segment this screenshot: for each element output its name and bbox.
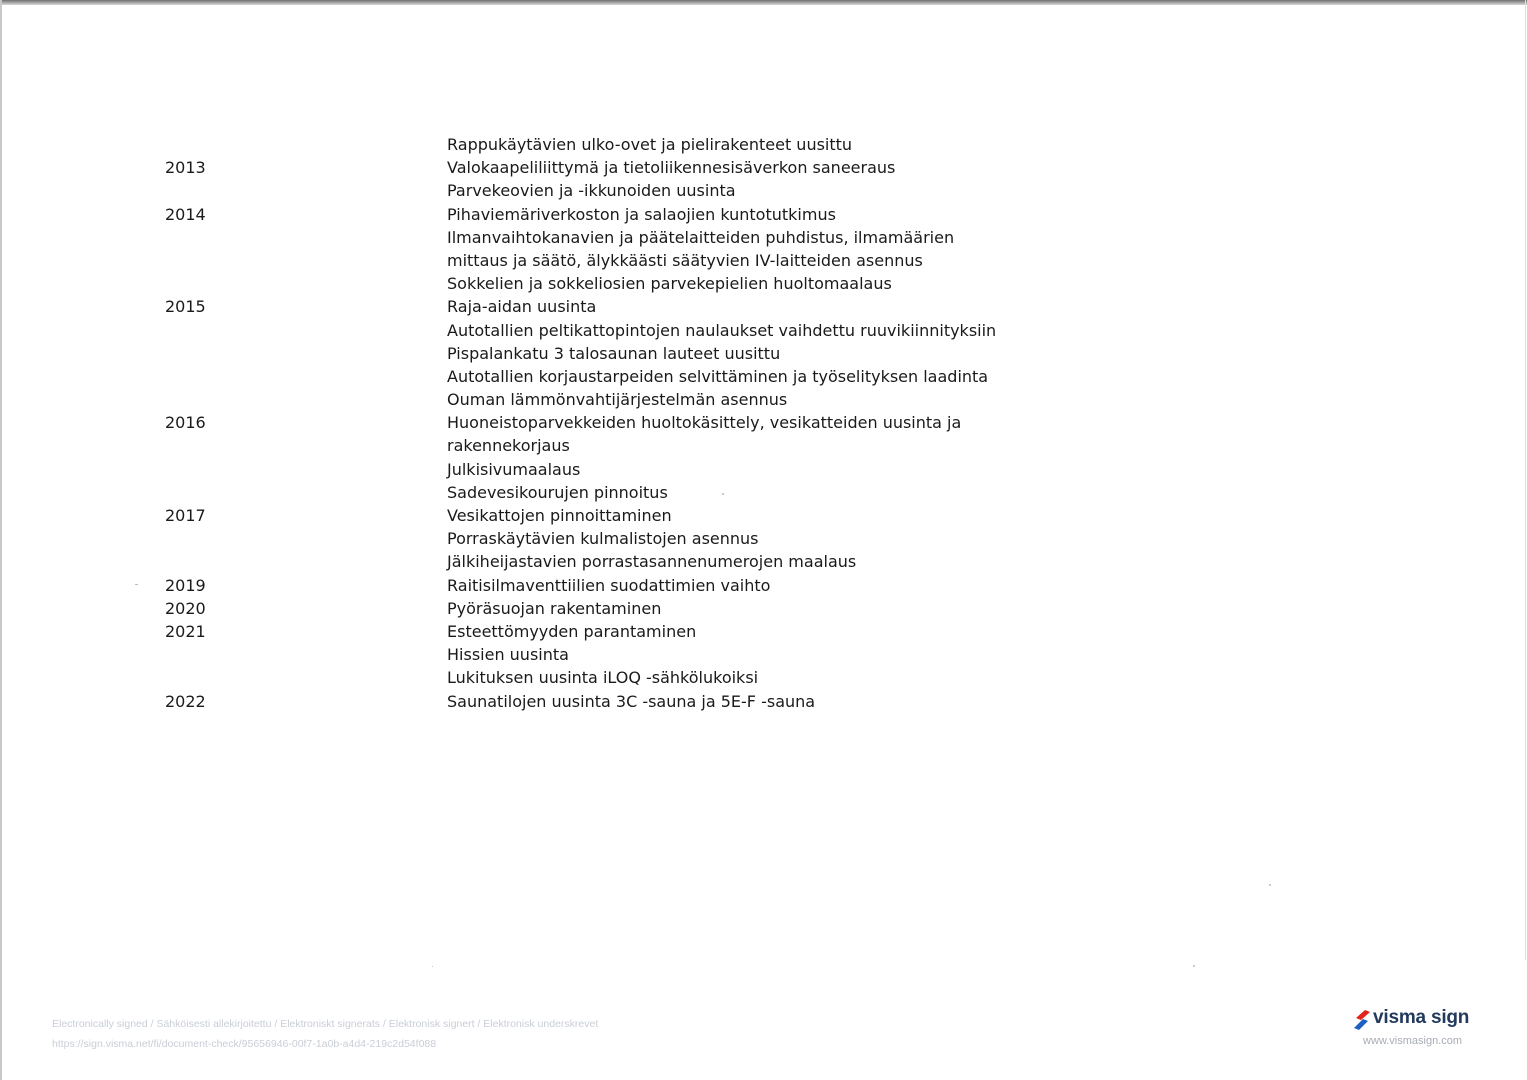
history-row <box>0 620 1527 643</box>
brand-name: visma sign <box>1373 1007 1470 1028</box>
history-row <box>0 597 1527 620</box>
history-description: Sadevesikourujen pinnoitus <box>447 482 668 502</box>
scan-speck <box>1269 884 1271 886</box>
history-row <box>0 458 1527 481</box>
history-row <box>0 365 1527 388</box>
history-row <box>0 666 1527 689</box>
history-row <box>0 203 1527 226</box>
history-row <box>0 643 1527 666</box>
history-row <box>0 133 1527 156</box>
maintenance-history-list <box>0 133 1527 713</box>
history-description: Julkisivumaalaus <box>447 459 581 479</box>
history-description: mittaus ja säätö, älykkäästi säätyvien IV-laitteiden asennus <box>447 250 923 270</box>
history-description: Vesikattojen pinnoittaminen <box>447 506 672 525</box>
history-row <box>0 481 1527 504</box>
history-description: Ouman lämmönvahtijärjestelmän asennus <box>447 390 788 410</box>
history-row <box>0 388 1527 411</box>
history-row <box>0 272 1527 295</box>
history-row <box>0 319 1527 342</box>
history-description: Lukituksen uusinta iLOQ -sähkölukoiksi <box>447 668 759 688</box>
history-description: Rappukäytävien ulko-ovet ja pielirakenteet uusittu <box>447 135 853 154</box>
history-description: Hissien uusinta <box>447 645 569 665</box>
history-row <box>0 550 1527 573</box>
history-row <box>0 411 1527 434</box>
history-row <box>0 249 1527 272</box>
history-year: 2022 <box>165 691 206 711</box>
scan-edge-top <box>0 0 1527 5</box>
history-description: Autotallien peltikattopintojen naulaukset vaihdettu ruuvikiinnityksiin <box>447 320 997 340</box>
history-description: Esteettömyyden parantaminen <box>447 621 697 641</box>
history-year: 2015 <box>165 297 206 317</box>
history-description: Parvekeovien ja -ikkunoiden uusinta <box>447 181 736 201</box>
scan-speck <box>722 493 724 495</box>
history-description: rakennekorjaus <box>447 436 570 456</box>
history-description: Raja-aidan uusinta <box>447 297 597 317</box>
history-description: Porraskäytävien kulmalistojen asennus <box>447 529 759 549</box>
history-year: 2021 <box>165 621 206 641</box>
history-description: Raitisilmaventtiilien suodattimien vaihto <box>447 575 771 595</box>
history-description: Sokkelien ja sokkeliosien parvekepielien huoltomaalaus <box>447 274 892 294</box>
history-year: 2014 <box>165 204 206 224</box>
visma-sign-logo-icon <box>1352 1009 1372 1031</box>
history-year: 2017 <box>165 506 206 525</box>
history-year: 2019 <box>165 575 206 595</box>
history-row <box>0 527 1527 550</box>
history-description: Pispalankatu 3 talosaunan lauteet uusittu <box>447 343 781 363</box>
history-row <box>0 434 1527 457</box>
history-description: Autotallien korjaustarpeiden selvittäminen ja työselityksen laadinta <box>447 366 989 386</box>
history-row <box>0 342 1527 365</box>
history-description: Pihaviemäriverkoston ja salaojien kuntotutkimus <box>447 204 836 224</box>
history-row <box>0 574 1527 597</box>
document-check-link[interactable]: https://sign.visma.net/fi/document-check/95656946-00f7-1a0b-a4d4-219c2d54f088 <box>52 1038 437 1050</box>
history-year: 2013 <box>165 158 206 178</box>
history-year: 2016 <box>165 413 206 433</box>
history-description: Pyöräsuojan rakentaminen <box>447 598 662 618</box>
history-description: Huoneistoparvekkeiden huoltokäsittely, vesikatteiden uusinta ja <box>447 413 962 433</box>
scan-speck <box>432 966 433 967</box>
history-row <box>0 156 1527 179</box>
signature-footer <box>52 1014 598 1054</box>
history-year: 2020 <box>165 598 206 618</box>
signed-notice: Electronically signed / Sähköisesti allekirjoitettu / Elektroniskt signerats / Elektronisk signert / Elektronisk underskrevet <box>52 1018 599 1030</box>
history-row <box>0 179 1527 202</box>
history-description: Saunatilojen uusinta 3C -sauna ja 5E-F -sauna <box>447 691 816 711</box>
history-row <box>0 504 1527 527</box>
history-row <box>0 690 1527 713</box>
brand-url[interactable]: www.vismasign.com <box>1363 1035 1463 1047</box>
visma-sign-brand <box>1352 1006 1492 1034</box>
history-description: Jälkiheijastavien porrastasannenumerojen maalaus <box>447 552 857 572</box>
history-row <box>0 295 1527 318</box>
history-description: Valokaapeliliittymä ja tietoliikennesisäverkon saneeraus <box>447 158 896 178</box>
history-description: Ilmanvaihtokanavien ja päätelaitteiden puhdistus, ilmamäärien <box>447 227 955 247</box>
scan-speck <box>135 584 138 585</box>
history-row <box>0 226 1527 249</box>
scan-speck <box>1193 965 1195 967</box>
